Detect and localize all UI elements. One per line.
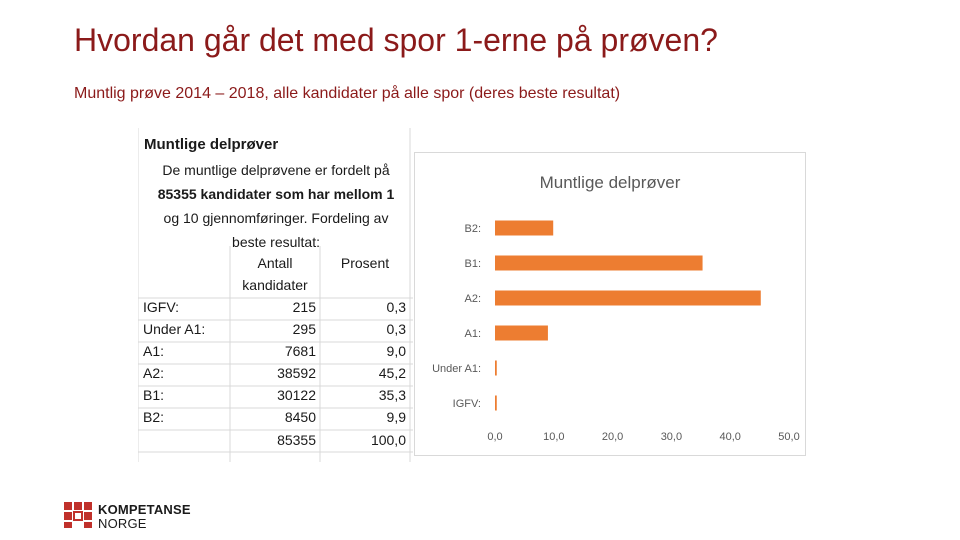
chart-canvas — [415, 153, 805, 455]
category-label: B1: — [464, 258, 481, 270]
row-label: B2: — [143, 409, 165, 425]
bar — [495, 326, 548, 341]
x-tick-label: 20,0 — [601, 431, 624, 443]
bar — [495, 396, 497, 411]
column-header-percent: Prosent — [340, 255, 390, 271]
bar — [495, 361, 497, 376]
x-tick-label: 10,0 — [543, 431, 565, 443]
table-description — [142, 158, 410, 254]
row-percent: 35,3 — [378, 387, 406, 403]
row-percent: 0,3 — [386, 321, 406, 337]
logo-mark-icon — [64, 502, 94, 528]
company-logo — [64, 500, 204, 530]
row-count: 215 — [292, 299, 316, 315]
chart-title: Muntlige delprøver — [539, 173, 681, 192]
desc-line-4: beste resultat: — [232, 234, 320, 250]
category-label: IGFV: — [452, 398, 481, 410]
page-title: Hvordan går det med spor 1-erne på prøven? — [74, 22, 718, 58]
page-subtitle: Muntlig prøve 2014 – 2018, alle kandidater på alle spor (deres beste resultat) — [74, 85, 621, 102]
category-label: A2: — [464, 293, 481, 305]
bar-chart — [414, 152, 806, 456]
table-title: Muntlige delprøver — [144, 136, 279, 153]
row-percent: 9,0 — [386, 343, 406, 359]
category-label: B2: — [464, 223, 481, 235]
row-count: 8450 — [284, 409, 316, 425]
row-count: 30122 — [277, 387, 316, 403]
row-label: A2: — [143, 365, 165, 381]
row-percent: 45,2 — [378, 365, 406, 381]
desc-line-2: 85355 kandidater som har mellom 1 — [157, 186, 395, 202]
total-percent: 100,0 — [370, 432, 406, 448]
logo-line-1: KOMPETANSE — [98, 502, 191, 517]
x-tick-label: 40,0 — [719, 431, 741, 443]
category-label: Under A1: — [432, 363, 481, 375]
row-label: B1: — [143, 387, 165, 403]
column-header-count: Antall kandidater — [242, 255, 308, 293]
logo-line-2: NORGE — [98, 516, 147, 531]
x-tick-label: 30,0 — [660, 431, 683, 443]
bar — [495, 256, 703, 271]
row-count: 7681 — [284, 343, 316, 359]
x-tick-label: 0,0 — [487, 431, 503, 443]
total-count: 85355 — [277, 432, 316, 448]
row-label: A1: — [143, 343, 165, 359]
row-count: 38592 — [277, 365, 316, 381]
row-percent: 0,3 — [386, 299, 406, 315]
category-label: A1: — [464, 328, 481, 340]
bar — [495, 291, 761, 306]
row-percent: 9,9 — [386, 409, 406, 425]
data-table — [138, 128, 413, 462]
desc-line-3: og 10 gjennomføringer. Fordeling av — [163, 210, 389, 226]
x-tick-label: 50,0 — [778, 431, 800, 443]
desc-line-1: De muntlige delprøvene er fordelt på — [162, 162, 390, 178]
row-label: IGFV: — [143, 299, 180, 315]
row-count: 295 — [292, 321, 316, 337]
row-label: Under A1: — [143, 321, 206, 337]
bar — [495, 221, 553, 236]
